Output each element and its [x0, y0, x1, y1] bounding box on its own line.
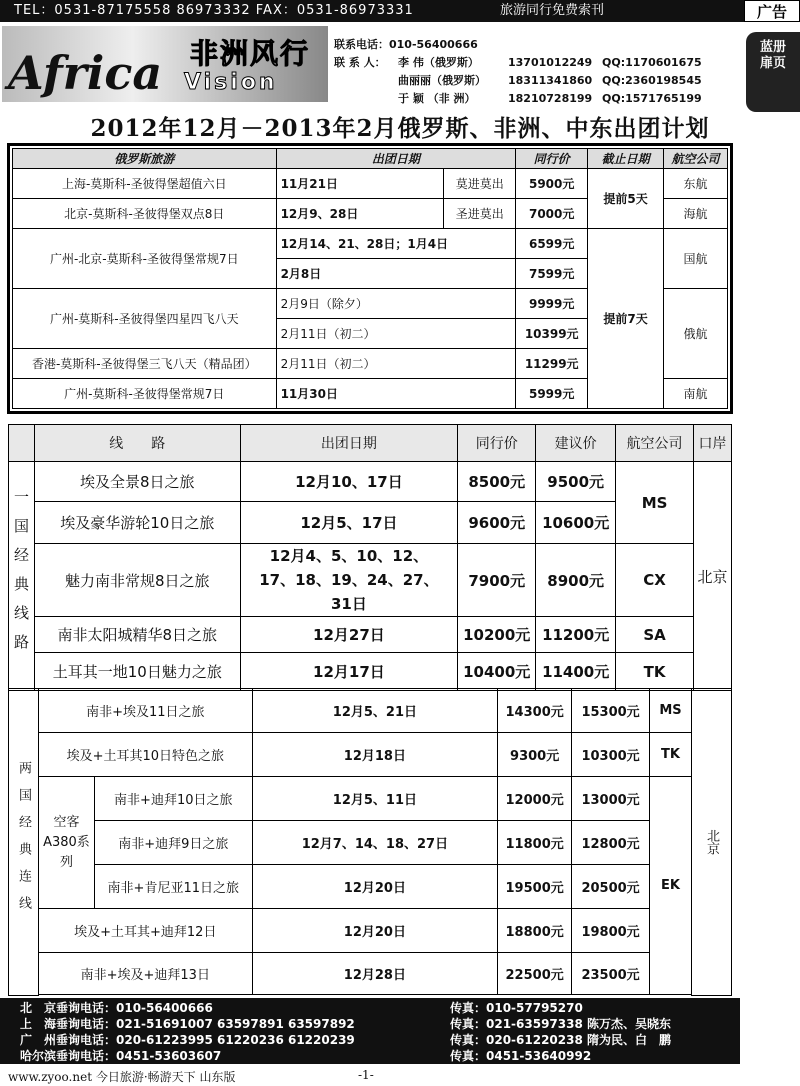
contact-row: 联 系 人： 李 伟（俄罗斯） 13701012249 QQ:1170601675: [334, 56, 702, 69]
contact-row: 曲丽丽（俄罗斯） 18311341860 QQ:2360198545: [398, 74, 702, 87]
table-row: 土耳其一地10日魅力之旅 12月17日 10400元 11400元 TK: [9, 653, 732, 691]
ad-badge: 广告: [744, 0, 800, 22]
table-row: 上海-莫斯科-圣彼得堡超值六日 11月21日 莫进莫出 5900元 提前5天 东航: [13, 169, 728, 199]
side-tab-label: 蓝册扉页: [759, 40, 786, 71]
topbar-free: 旅游同行免费索刊: [500, 3, 605, 18]
table-row: 埃及+土耳其10日特色之旅 12月18日 9300元 10300元 TK: [9, 733, 732, 777]
table-header: 线 路 出团日期 同行价 建议价 航空公司 口岸: [9, 425, 732, 462]
table-row: 香港-莫斯科-圣彼得堡三飞八天（精品团） 2月11日（初二） 11299元: [13, 349, 728, 379]
contact-block: [334, 36, 702, 108]
table-row: 埃及豪华游轮10日之旅 12月5、17日 9600元 10600元: [9, 502, 732, 544]
table-row: 南非+埃及+迪拜13日 12月28日 22500元 23500元: [9, 953, 732, 995]
top-bar: [0, 0, 800, 22]
table-header: 俄罗斯旅游 出团日期 同行价 截止日期 航空公司: [13, 149, 728, 169]
table-row: 广州-北京-莫斯科-圣彼得堡常规7日 12月14、21、28日；1月4日 6599元 提前7天 国航: [13, 229, 728, 259]
russia-table: [12, 148, 728, 409]
page-title: 2012年12月－2013年2月俄罗斯、非洲、中东出团计划: [90, 115, 710, 142]
logo-en: Africa: [8, 46, 163, 100]
table-row: 一国经典线路 埃及全景8日之旅 12月10、17日 8500元 9500元 MS 北京: [9, 462, 732, 502]
table-row: 埃及+土耳其+迪拜12日 12月20日 18800元 19800元: [9, 909, 732, 953]
site-label: www.zyoo.net 今日旅游·畅游天下 山东版: [8, 1070, 236, 1084]
footer-row: 广 州垂询电话：020-61223995 61220236 61220239 传真：020-61220238 隋为民、白 鹏: [20, 1033, 672, 1047]
table-row: 南非太阳城精华8日之旅 12月27日 10200元 11200元 SA: [9, 617, 732, 653]
bottom-line: [0, 1068, 800, 1085]
table-row: 广州-莫斯科-圣彼得堡四星四飞八天 2月9日（除夕） 9999元 俄航: [13, 289, 728, 319]
a380-group: 空客A380系列: [38, 777, 94, 909]
side-tab: [746, 32, 800, 112]
page-number: -1-: [358, 1068, 374, 1082]
footer-row: 哈尔滨垂询电话：0451-53603607 传真：0451-53640992: [20, 1049, 592, 1063]
table-row: 广州-莫斯科-圣彼得堡常规7日 11月30日 5999元 南航: [13, 379, 728, 409]
side-label: 两国经典连线: [9, 689, 39, 996]
table-row: 空客A380系列 南非+迪拜10日之旅 12月5、11日 12000元 13000元 EK: [9, 777, 732, 821]
table-row: 两国经典连线 南非+埃及11日之旅 12月5、21日 14300元 15300元 MS 北京: [9, 689, 732, 733]
table-row: 南非+迪拜9日之旅 12月7、14、18、27日 11800元 12800元: [9, 821, 732, 865]
topbar-tel: TEL：0531-87175558 86973332 FAX：0531-86973331: [14, 3, 414, 18]
footer-contacts: [0, 998, 740, 1064]
two-country-table: [8, 688, 732, 996]
footer-row: 北 京垂询电话：010-56400666 传真：010-57795270: [20, 1001, 583, 1015]
side-label: 一国经典线路: [9, 462, 35, 691]
one-country-table: [8, 424, 732, 691]
contact-row: 于 颖 （非 洲） 18210728199 QQ:1571765199: [398, 92, 702, 105]
table-row: 2月11日（初二） 10399元: [13, 319, 728, 349]
contact-phone: 联系电话：010-56400666: [334, 38, 478, 51]
logo-cn: 非洲风行: [190, 37, 311, 70]
table-row: 北京-莫斯科-圣彼得堡双点8日 12月9、28日 圣进莫出 7000元 海航: [13, 199, 728, 229]
footer-row: 上 海垂询电话：021-51691007 63597891 63597892 传真：021-63597338 陈万杰、吴晓东: [20, 1017, 672, 1031]
brand-logo: [2, 26, 328, 102]
table-row: 魅力南非常规8日之旅 12月4、5、10、12、17、18、19、24、27、31日 7900元 8900元 CX: [9, 544, 732, 617]
logo-vision: Vision: [184, 70, 278, 95]
table-row: 2月8日 7599元: [13, 259, 728, 289]
table-row: 南非+肯尼亚11日之旅 12月20日 19500元 20500元: [9, 865, 732, 909]
